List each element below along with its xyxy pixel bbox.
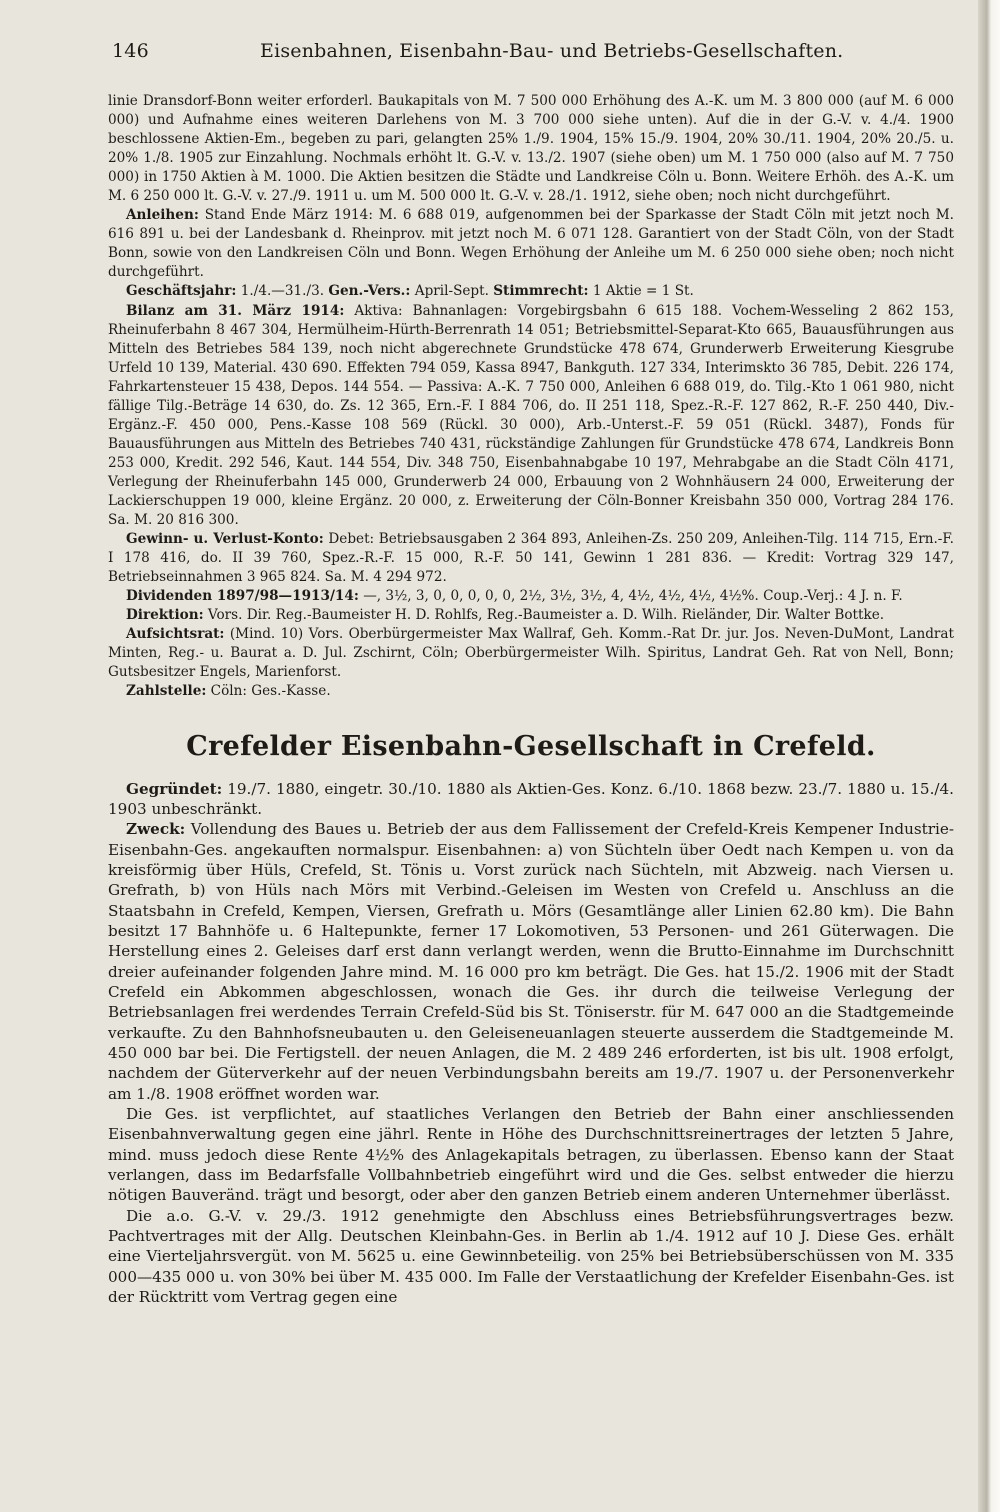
guv-paragraph bbox=[108, 530, 954, 587]
guv-label: Gewinn- u. Verlust-Konto: bbox=[126, 531, 324, 548]
running-title: Eisenbahnen, Eisenbahn-Bau- und Betriebs-Gesellschaften. bbox=[260, 40, 844, 62]
dividenden-paragraph bbox=[108, 587, 954, 606]
direktion-text: Vors. Dir. Reg.-Baumeister H. D. Rohlfs, Reg.-Baumeister a. D. Wilh. Rieländer, Dir. Walter Bottke. bbox=[203, 607, 885, 624]
zahlstelle-label: Zahlstelle: bbox=[126, 683, 207, 700]
page-edge bbox=[978, 0, 1000, 1512]
gegruendet-label: Gegründet: bbox=[126, 779, 223, 798]
page-content bbox=[108, 92, 954, 1307]
dividenden-label: Dividenden 1897/98—1913/14: bbox=[126, 588, 359, 605]
anleihen-text: Stand Ende März 1914: M. 6 688 019, aufgenommen bei der Sparkasse der Stadt Cöln mit jetzt noch M. 616 891 u. bei der Landesbank d. Rheinprov. mit jetzt noch M. 6 071 128. Garantiert von der Stadt Cöln, von der Stadt Bonn, sowie von den Landkreisen Cöln und Bonn. Wegen Erhöhung der Anleihe um M. 6 250 000 siehe oben; noch nicht durchgeführt. bbox=[108, 207, 954, 281]
previous-entry bbox=[108, 92, 954, 702]
aufsichtsrat-label: Aufsichtsrat: bbox=[126, 626, 225, 643]
zahlstelle-text: Cöln: Ges.-Kasse. bbox=[206, 683, 331, 700]
direktion-label: Direktion: bbox=[126, 607, 204, 624]
zahlstelle-paragraph bbox=[108, 682, 954, 701]
geschaeftsjahr-text: 1./4.—31./3. bbox=[236, 283, 329, 300]
dividenden-text: —, 3½, 3, 0, 0, 0, 0, 0, 2½, 3½, 3½, 4, 4½, 4½, 4½, 4½%. Coup.-Verj.: 4 J. n. F. bbox=[358, 588, 903, 605]
zweck-paragraph bbox=[108, 819, 954, 1104]
verpflichtung-paragraph: Die Ges. ist verpflichtet, auf staatliches Verlangen den Betrieb der Bahn einer anschliessenden Eisenbahnverwaltung gegen eine jährl. Rente in Höhe des Durchschnittsreinertrages der letzten 5 Jahre, mind. muss jedoch diese Rente 4½% des Anlagekapitals betragen, zu überlassen. Ebenso kann der Staat verlangen, dass im Bedarfsfalle Vollbahnbetrieb eingeführt wird und die Ges. selbst entweder die hierzu nötigen Bauveränd. trägt und besorgt, oder aber den ganzen Betrieb einem anderen Unternehmer überlässt. bbox=[108, 1105, 954, 1205]
betriebsfuehrung-paragraph: Die a.o. G.-V. v. 29./3. 1912 genehmigte den Abschluss eines Betriebsführungsvertrages bezw. Pachtvertrages mit der Allg. Deutschen Kleinbahn-Ges. in Berlin ab 1./4. 1912 auf 10 J. Diese Ges. erhält eine Vierteljahrsvergüt. von M. 5625 u. eine Gewinnbeteilig. von 25% bei Betriebsüberschüssen von M. 335 000—435 000 u. von 30% bei über M. 435 000. Im Falle der Verstaatlichung der Krefelder Eisenbahn-Ges. ist der Rücktritt vom Vertrag gegen eine bbox=[108, 1206, 954, 1307]
genvers-text: April-Sept. bbox=[410, 283, 494, 300]
geschaeftsjahr-label: Geschäftsjahr: bbox=[126, 283, 237, 300]
page-number: 146 bbox=[112, 40, 149, 62]
aufsichtsrat-paragraph bbox=[108, 625, 954, 682]
zweck-label: Zweck: bbox=[126, 820, 186, 839]
zweck-text: Vollendung des Baues u. Betrieb der aus dem Fallissement der Crefeld-Kreis Kempener Industrie-Eisenbahn-Ges. angekauften normalspur. Eisenbahnen: a) von Süchteln über Oedt nach Kempen u. von da kreisförmig über Hüls, Crefeld, St. Tönis u. Vorst zurück nach Süchteln, mit Abzweig. nach Viersen u. Grefrath, b) von Hüls nach Mörs mit Verbind.-Geleisen im Westen von Crefeld u. Anschluss an die Staatsbahn in Crefeld, Kempen, Viersen, Grefrath u. Mörs (Gesamtlänge aller Linien 62.80 km). Die Bahn besitzt 17 Bahnhöfe u. 6 Haltepunkte, ferner 17 Lokomotiven, 53 Personen- und 261 Güterwagen. Die Herstellung eines 2. Geleises darf erst dann verlangt werden, wenn die Brutto-Einnahme im Durchschnitt dreier aufeinander folgenden Jahre mind. M. 16 000 pro km beträgt. Die Ges. hat 15./2. 1906 mit der Stadt Crefeld ein Abkommen abgeschlossen, wonach die Ges. ihr durch die teilweise Verlegung der Betriebsanlagen frei werdendes Terrain Crefeld-Süd bis St. Töniserstr. für M. 647 000 an die Stadtgemeinde verkaufte. Zu den Bahnhofsneubauten u. den Geleiseneuanlagen steuerte ausserdem die Stadtgemeinde M. 450 000 bar bei. Die Fertigstell. der neuen Anlagen, die M. 2 489 246 erforderten, ist bis ult. 1908 erfolgt, nachdem der Güterverkehr auf der neuen Verbindungsbahn bereits am 19./7. 1907 u. der Personenverkehr am 1./8. 1908 eröffnet worden war. bbox=[108, 820, 954, 1103]
bilanz-text: Aktiva: Bahnanlagen: Vorgebirgsbahn 6 615 188. Vochem-Wesseling 2 862 153, Rheinuferbahn 8 467 304, Hermülheim-Hürth-Berrenrath 14 051; Betriebsmittel-Separat-Kto 665, Bauausführungen aus Mitteln des Betriebes 584 139, noch nicht abgerechnete Grundstücke 478 674, Grunderwerb Erweiterung Kiesgrube Urfeld 10 139, Material. 430 690. Effekten 794 059, Kassa 8947, Bankguth. 127 334, Interimskto 36 785, Debit. 226 174, Fahrkartensteuer 15 438, Depos. 144 554. — Passiva: A.-K. 7 750 000, Anleihen 6 688 019, do. Tilg.-Kto 1 061 980, nicht fällige Tilg.-Beträge 14 630, do. Zs. 12 365, Ern.-F. I 884 706, do. II 251 118, Spez.-R.-F. 127 862, R.-F. 250 440, Div.-Ergänz.-F. 450 000, Pens.-Kasse 108 569 (Rückl. 30 000), Arb.-Unterst.-F. 59 051 (Rückl. 3487), Fonds für Bauausführungen aus Mitteln des Betriebes 740 431, rückständige Zahlungen für Grundstücke 478 674, Landkreis Bonn 253 000, Kredit. 292 546, Kaut. 144 554, Div. 348 750, Eisenbahnabgabe 10 197, Mehrabgabe an die Stadt Cöln 4171, Verlegung der Rheinuferbahn 145 000, Grunderwerb 24 000, Erbauung von 2 Wohnhäusern 24 000, Erweiterung der Lackierschuppen 19 000, kleine Ergänz. 20 000, z. Erweiterung der Cöln-Bonner Kreisbahn 350 000, Vortrag 284 176. Sa. M. 20 816 300. bbox=[108, 302, 954, 529]
stimmrecht-label: Stimmrecht: bbox=[493, 283, 589, 300]
gegruendet-paragraph bbox=[108, 779, 954, 820]
bilanz-label: Bilanz am 31. März 1914: bbox=[126, 302, 345, 319]
gegruendet-text: 19./7. 1880, eingetr. 30./10. 1880 als Aktien-Ges. Konz. 6./10. 1868 bezw. 23./7. 1880 u. 15./4. 1903 unbeschränkt. bbox=[108, 779, 954, 818]
genvers-label: Gen.-Vers.: bbox=[328, 283, 411, 300]
anleihen-paragraph bbox=[108, 206, 954, 282]
section-title: Crefelder Eisenbahn-Gesellschaft in Crefeld. bbox=[186, 730, 876, 762]
stimmrecht-text: 1 Aktie = 1 St. bbox=[588, 283, 694, 300]
guv-text: Debet: Betriebsausgaben 2 364 893, Anleihen-Zs. 250 209, Anleihen-Tilg. 114 715, Ern.-F. I 178 416, do. II 39 760, Spez.-R.-F. 15 000, R.-F. 50 141, Gewinn 1 281 836. — Kredit: Vortrag 329 147, Betriebseinnahmen 3 965 824. Sa. M. 4 294 972. bbox=[108, 531, 954, 586]
aufsichtsrat-text: (Mind. 10) Vors. Oberbürgermeister Max Wallraf, Geh. Komm.-Rat Dr. jur. Jos. Neven-DuMont, Landrat Minten, Reg.- u. Baurat a. D. Jul. Zschirnt, Cöln; Oberbürgermeister Wilh. Spiritus, Landrat Geh. Rat von Nell, Bonn; Gutsbesitzer Engels, Marienforst. bbox=[108, 626, 954, 681]
bilanz-paragraph bbox=[108, 302, 954, 531]
crefeld-entry bbox=[108, 779, 954, 1308]
anleihen-label: Anleihen: bbox=[126, 207, 199, 224]
running-header bbox=[112, 40, 952, 62]
capital-paragraph: linie Dransdorf-Bonn weiter erforderl. Baukapitals von M. 7 500 000 Erhöhung des A.-K. um M. 3 800 000 (auf M. 6 000 000) und Aufnahme eines weiteren Darlehens von M. 3 700 000 siehe unten). Auf die in der G.-V. v. 4./4. 1900 beschlossene Aktien-Em., begeben zu pari, gelangten 25% 1./9. 1904, 15% 15./9. 1904, 20% 30./11. 1904, 20% 20./5. u. 20% 1./8. 1905 zur Einzahlung. Nochmals erhöht lt. G.-V. v. 13./2. 1907 (siehe oben) um M. 1 750 000 (also auf M. 7 750 000) in 1750 Aktien à M. 1000. Die Aktien besitzen die Städte und Landkreise Cöln u. Bonn. Weitere Erhöh. des A.-K. um M. 6 250 000 lt. G.-V. v. 27./9. 1911 u. um M. 500 000 lt. G.-V. v. 28./1. 1912, siehe oben; noch nicht durchgeführt. bbox=[108, 93, 954, 205]
direktion-paragraph bbox=[108, 606, 954, 625]
meta-paragraph bbox=[108, 282, 954, 301]
